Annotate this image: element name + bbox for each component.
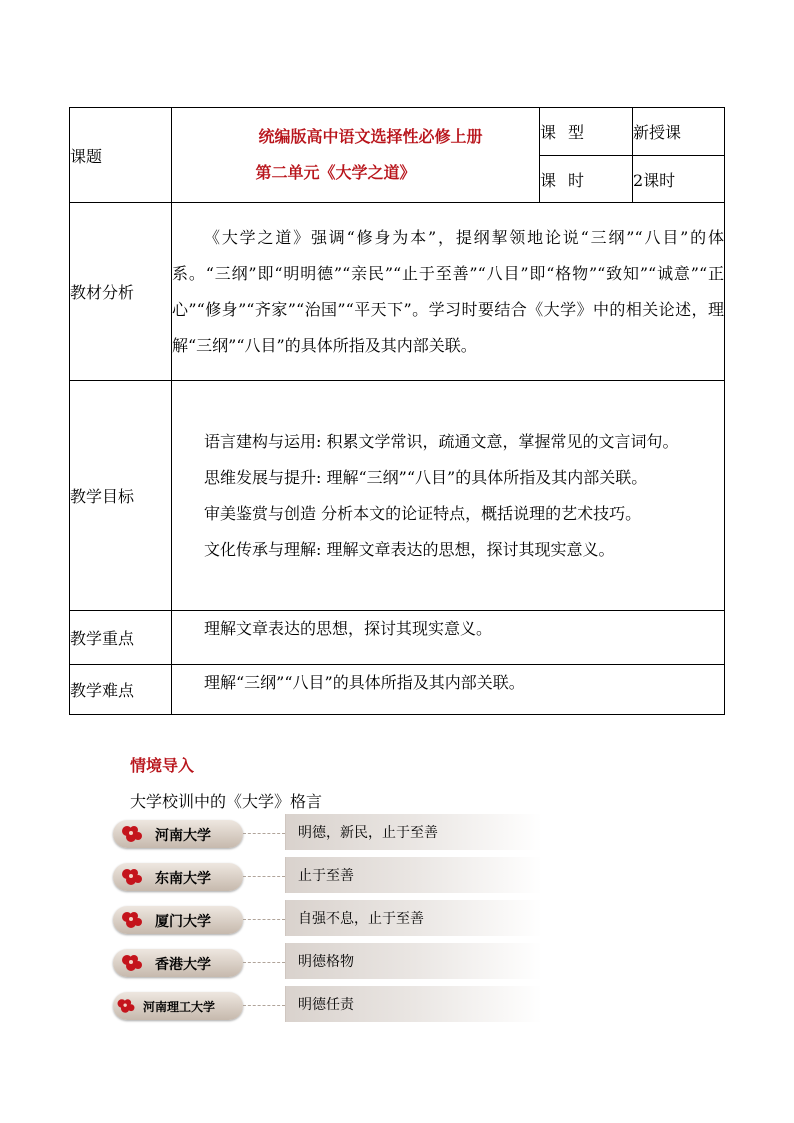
difficulties-label: 教学难点 bbox=[70, 665, 172, 715]
lesson-hours-value: 2课时 bbox=[633, 156, 725, 203]
university-badge bbox=[113, 949, 243, 977]
title-line-1: 统编版高中语文选择性必修上册 bbox=[258, 127, 483, 146]
objectives-content bbox=[172, 381, 725, 611]
lesson-hours-label: 课时 bbox=[540, 156, 633, 203]
university-badge bbox=[113, 863, 243, 891]
objective-thinking: 思维发展与提升: 理解“三纲”“八目”的具体所指及其内部关联。 bbox=[204, 467, 648, 487]
title-line-2: 第二单元《大学之道》 bbox=[255, 163, 416, 182]
motto-box bbox=[285, 900, 542, 936]
motto-row bbox=[113, 820, 543, 848]
motto-row bbox=[113, 949, 543, 977]
key-points-row bbox=[70, 611, 725, 665]
motto-box bbox=[285, 814, 542, 850]
key-points-content bbox=[172, 611, 725, 665]
connector-line bbox=[243, 876, 285, 877]
connector-line bbox=[243, 833, 285, 834]
flower-icon bbox=[119, 953, 145, 973]
motto-text: 明德，新民，止于至善 bbox=[298, 825, 438, 841]
objective-language: 语言建构与运用: 积累文学常识，疏通文意，掌握常见的文言词句。 bbox=[204, 431, 679, 451]
university-name: 河南理工大学 bbox=[143, 1000, 216, 1014]
motto-box bbox=[285, 857, 542, 893]
connector-line bbox=[243, 962, 285, 963]
motto-box bbox=[285, 986, 542, 1022]
difficulties-content bbox=[172, 665, 725, 715]
university-name: 东南大学 bbox=[155, 871, 211, 887]
section-heading: 情境导入 bbox=[130, 756, 195, 775]
flower-icon bbox=[119, 867, 145, 887]
university-badge bbox=[113, 820, 243, 848]
objectives-label: 教学目标 bbox=[70, 381, 172, 611]
lesson-title bbox=[172, 108, 540, 203]
analysis-label: 教材分析 bbox=[70, 203, 172, 381]
motto-box bbox=[285, 943, 542, 979]
key-points-label: 教学重点 bbox=[70, 611, 172, 665]
flower-icon bbox=[119, 910, 145, 930]
lesson-plan-table bbox=[69, 107, 725, 715]
motto-text: 止于至善 bbox=[298, 868, 354, 884]
analysis-row bbox=[70, 203, 725, 381]
motto-row bbox=[113, 863, 543, 891]
university-name: 厦门大学 bbox=[155, 914, 211, 930]
objectives-row bbox=[70, 381, 725, 611]
objective-aesthetic: 审美鉴赏与创造 分析本文的论证特点，概括说理的艺术技巧。 bbox=[204, 503, 642, 523]
university-badge bbox=[113, 906, 243, 934]
motto-text: 明德任责 bbox=[298, 997, 354, 1013]
key-points-text: 理解文章表达的思想，探讨其现实意义。 bbox=[204, 619, 493, 638]
difficulties-text: 理解“三纲”“八目”的具体所指及其内部关联。 bbox=[204, 673, 525, 692]
motto-text: 自强不息，止于至善 bbox=[298, 911, 424, 927]
connector-line bbox=[243, 1005, 285, 1006]
motto-row bbox=[113, 906, 543, 934]
connector-line bbox=[243, 919, 285, 920]
lesson-type-value: 新授课 bbox=[633, 108, 725, 156]
analysis-paragraph: 《大学之道》强调“修身为本”，提纲挈领地论说“三纲”“八目”的体系。“三纲”即“明明德”“亲民”“止于至善”“八目”即“格物”“致知”“诚意”“正心”“修身”“齐家”“治国”“平天下”。学习时要结合《大学》中的相关论述，理解“三纲”“八目”的具体所指及其内部关联。 bbox=[172, 227, 724, 355]
flower-icon bbox=[119, 824, 145, 844]
header-row-1 bbox=[70, 108, 725, 156]
motto-row bbox=[113, 992, 543, 1020]
lesson-type-label: 课型 bbox=[540, 108, 633, 156]
university-name: 香港大学 bbox=[155, 957, 211, 973]
flower-icon bbox=[115, 996, 137, 1016]
topic-label: 课题 bbox=[70, 108, 172, 203]
mottos-subheading: 大学校训中的《大学》格言 bbox=[130, 792, 323, 811]
motto-text: 明德格物 bbox=[298, 954, 354, 970]
difficulties-row bbox=[70, 665, 725, 715]
university-name: 河南大学 bbox=[155, 828, 211, 844]
analysis-content bbox=[172, 203, 725, 381]
objective-culture: 文化传承与理解: 理解文章表达的思想，探讨其现实意义。 bbox=[204, 539, 615, 559]
university-badge bbox=[113, 992, 243, 1020]
